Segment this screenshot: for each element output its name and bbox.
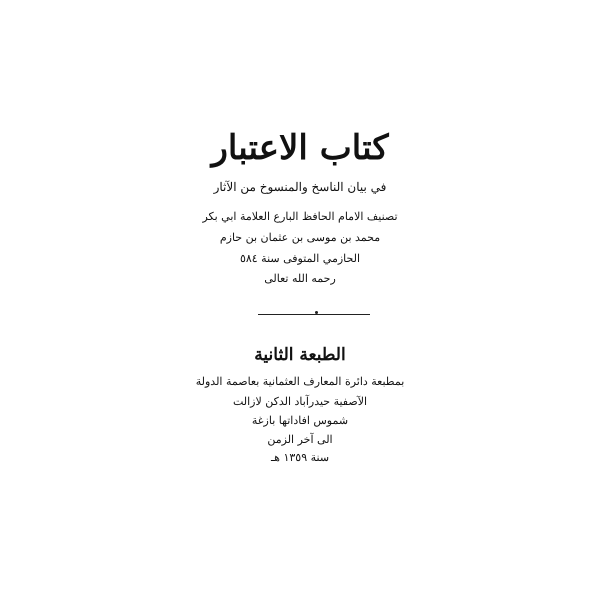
divider-rule <box>258 314 370 315</box>
book-title: كتاب الاعتبار <box>211 128 389 168</box>
author-line: تصنيف الامام الحافظ البارع العلامة ابي بكر <box>202 210 398 223</box>
publisher-line: الى آخر الزمن <box>267 433 333 446</box>
author-line: رحمه الله تعالى <box>264 272 336 285</box>
publisher-line: الآصفية حيدرآباد الدكن لازالت <box>232 395 368 408</box>
author-line: محمد بن موسى بن عثمان بن حازم <box>219 231 381 244</box>
publisher-line: شموس افاداتها بازغة <box>251 414 349 427</box>
book-subtitle: في بيان الناسخ والمنسوخ من الآثار <box>213 180 387 194</box>
divider-ornament <box>315 311 318 314</box>
author-line: الحازمي المتوفى سنة ٥٨٤ <box>239 252 361 265</box>
publication-year: سنة ١٣٥٩ هـ <box>270 451 330 464</box>
edition-label: الطبعة الثانية <box>254 345 346 365</box>
publisher-line: بمطبعة دائرة المعارف العثمانية بعاصمة الدولة <box>195 375 405 388</box>
